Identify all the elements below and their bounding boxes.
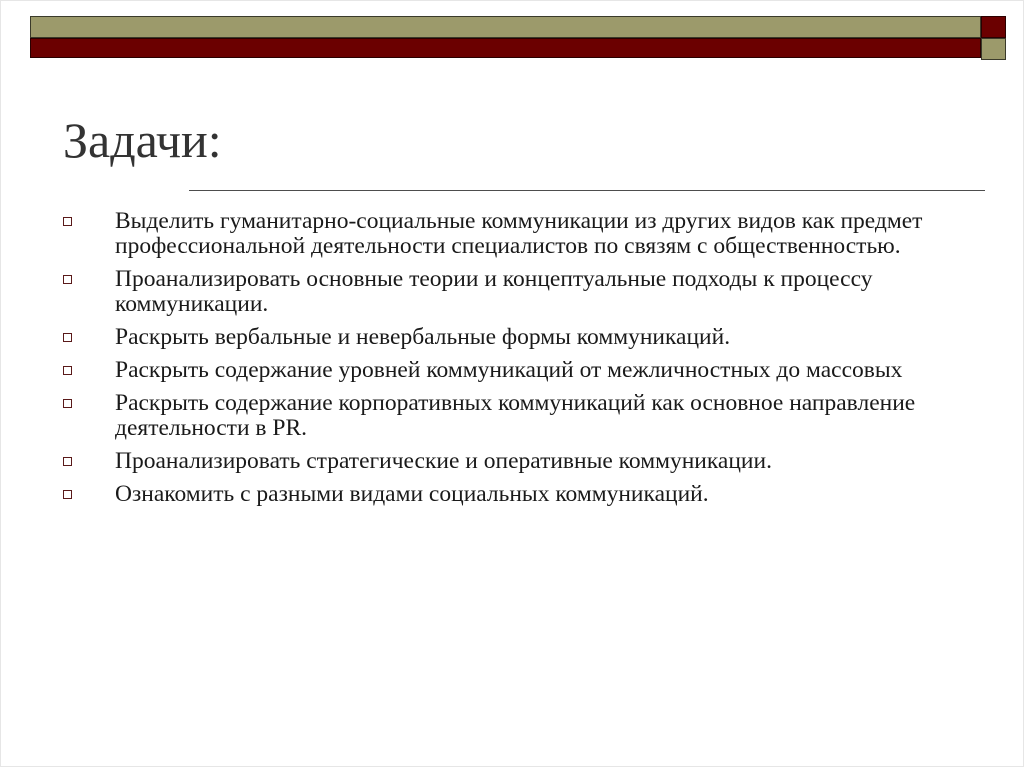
hollow-square-icon [63,333,72,342]
corner-square-red [981,16,1006,38]
list-item-text: Выделить гуманитарно-социальные коммуникации из других видов как предмет профессиональной деятельности специалистов по связям с общественностью. [115,208,923,259]
list-item-text: Проанализировать стратегические и оперативные коммуникации. [115,448,772,474]
list-item-text: Раскрыть содержание корпоративных коммуникаций как основное направление деятельности в PR. [115,390,916,441]
list-item [63,209,963,259]
list-item [63,325,963,350]
list-item [63,391,963,441]
hollow-square-icon [63,217,72,226]
list-item-text: Раскрыть содержание уровней коммуникаций от межличностных до массовых [115,357,903,383]
list-item-text: Проанализировать основные теории и концептуальные подходы к процессу коммуникации. [115,266,873,317]
list-item [63,358,963,383]
list-item-text: Раскрыть вербальные и невербальные формы коммуникаций. [115,324,731,350]
bullet-list [63,209,963,515]
list-item [63,449,963,474]
hollow-square-icon [63,366,72,375]
header-bar-olive [30,16,981,38]
corner-square-olive [981,38,1006,60]
list-item [63,267,963,317]
hollow-square-icon [63,399,72,408]
title-divider [189,190,985,191]
hollow-square-icon [63,457,72,466]
list-item [63,482,963,507]
hollow-square-icon [63,275,72,284]
slide-title: Задачи: [63,112,222,168]
header-bar-red [30,38,981,58]
list-item-text: Ознакомить с разными видами социальных коммуникаций. [115,481,709,507]
hollow-square-icon [63,490,72,499]
